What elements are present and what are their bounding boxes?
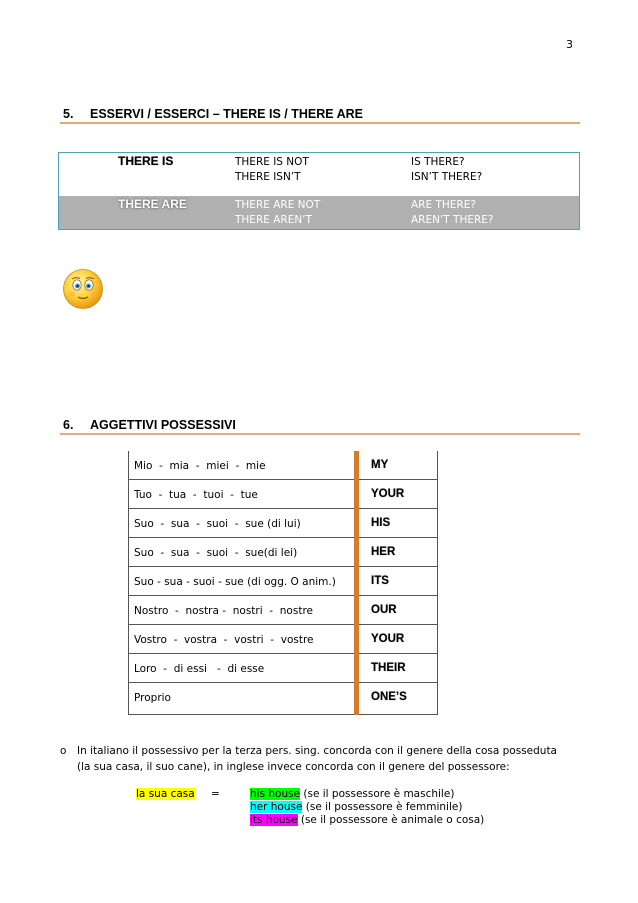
english-form: YOUR (371, 488, 405, 500)
negative-full: THERE ARE NOT (235, 199, 321, 211)
negative-short: THERE AREN’T (235, 214, 312, 226)
italian-form: Nostro - nostra - nostri - nostre (134, 605, 313, 617)
english-form: YOUR (371, 633, 405, 645)
section-title: AGGETTIVI POSSESSIVI (90, 418, 236, 432)
there-is-table (58, 152, 580, 230)
italian-form: Proprio (134, 692, 171, 704)
table-row (129, 509, 437, 538)
italian-form: Suo - sua - suoi - sue(di lei) (134, 547, 298, 559)
table-row (59, 196, 579, 229)
negative-cell (235, 155, 309, 185)
table-border (128, 451, 129, 715)
affirmative-cell: THERE ARE (118, 197, 187, 211)
example-explanation: (se il possessore è femminile) (302, 801, 463, 813)
example-english (250, 801, 462, 814)
english-form: HER (371, 546, 396, 558)
example-italian (136, 788, 195, 801)
italian-form: Tuo - tua - tuoi - tue (134, 489, 258, 501)
english-form: ONE’S (371, 691, 407, 703)
column-divider (354, 451, 359, 715)
table-row (129, 567, 437, 596)
heading-rule (60, 433, 580, 435)
table-border (128, 714, 438, 715)
negative-full: THERE IS NOT (235, 156, 309, 168)
section-number: 5. (63, 107, 74, 121)
english-form: MY (371, 459, 389, 471)
table-row (129, 625, 437, 654)
question-negative: AREN’T THERE? (411, 214, 494, 226)
section-5-heading (63, 107, 363, 121)
table-row (129, 683, 437, 712)
note-line: In italiano il possessivo per la terza pers. sing. concorda con il genere della cosa posseduta (77, 745, 557, 757)
note-line: (la sua casa, il suo cane), in inglese invece concorda con il genere del possessore: (77, 761, 510, 773)
question-cell (411, 155, 482, 185)
table-row (129, 654, 437, 683)
table-row (129, 596, 437, 625)
highlighted-phrase: her house (250, 801, 303, 813)
heading-rule (60, 122, 580, 124)
english-form: HIS (371, 517, 391, 529)
italian-form: Mio - mia - miei - mie (134, 460, 266, 472)
table-row (129, 480, 437, 509)
italian-form: Vostro - vostra - vostri - vostre (134, 634, 314, 646)
english-form: ITS (371, 575, 389, 587)
section-number: 6. (63, 418, 74, 432)
question-positive: IS THERE? (411, 156, 465, 168)
italian-form: Loro - di essi - di esse (134, 663, 265, 675)
section-6-heading (63, 418, 236, 432)
possessive-table (128, 451, 438, 715)
highlighted-phrase: its house (250, 814, 298, 826)
example-explanation: (se il possessore è animale o cosa) (297, 814, 485, 826)
example-explanation: (se il possessore è maschile) (300, 788, 455, 800)
italian-form: Suo - sua - suoi - sue (di ogg. O anim.) (134, 576, 336, 588)
page-number: 3 (566, 38, 573, 51)
highlighted-phrase: his house (250, 788, 301, 800)
example-english (250, 814, 484, 827)
example-english (250, 788, 454, 801)
question-negative: ISN’T THERE? (411, 171, 483, 183)
section-title: ESSERVI / ESSERCI – THERE IS / THERE ARE (90, 107, 363, 121)
negative-cell (235, 198, 320, 228)
english-form: THEIR (371, 662, 406, 674)
note-text (77, 743, 557, 775)
negative-short: THERE ISN’T (235, 171, 301, 183)
english-form: OUR (371, 604, 397, 616)
question-positive: ARE THERE? (411, 199, 476, 211)
smiley-face-icon (62, 268, 104, 310)
italian-form: Suo - sua - suoi - sue (di lui) (134, 518, 301, 530)
table-row (129, 538, 437, 567)
table-border (437, 451, 438, 715)
highlighted-phrase: la sua casa (136, 788, 195, 800)
table-row (129, 451, 437, 480)
table-row (59, 153, 579, 196)
affirmative-cell: THERE IS (118, 154, 174, 168)
question-cell (411, 198, 494, 228)
equals-sign: = (211, 788, 220, 800)
bullet-marker: o (60, 745, 67, 757)
